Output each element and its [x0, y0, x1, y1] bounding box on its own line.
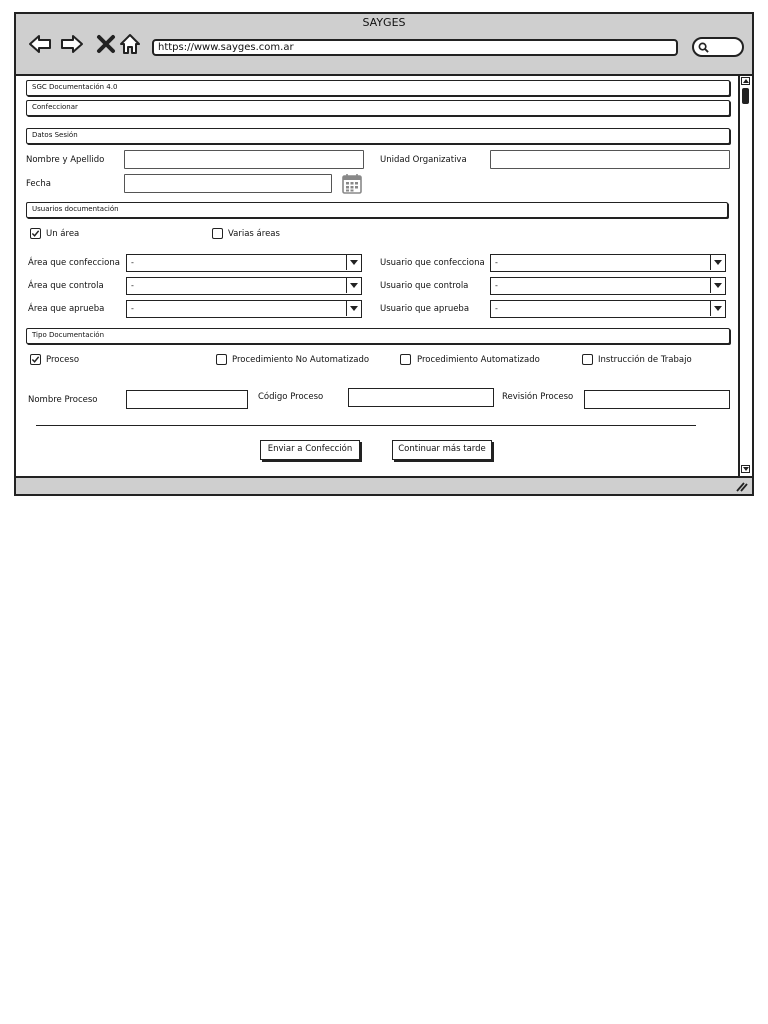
- select-value: -: [495, 258, 498, 267]
- area-confecciona-select[interactable]: [126, 254, 362, 272]
- revision-proceso-input[interactable]: [584, 390, 730, 409]
- nombre-label: Nombre y Apellido: [26, 155, 105, 165]
- proc-no-auto-checkbox[interactable]: [216, 354, 227, 365]
- area-controla-select[interactable]: [126, 277, 362, 295]
- unidad-input[interactable]: [490, 150, 730, 169]
- instruccion-label: Instrucción de Trabajo: [598, 355, 692, 365]
- search-icon: [698, 42, 709, 53]
- nombre-proceso-input[interactable]: [126, 390, 248, 409]
- area-controla-label: Área que controla: [28, 281, 104, 291]
- usuario-aprueba-select[interactable]: [490, 300, 726, 318]
- select-value: -: [131, 281, 134, 290]
- nombre-input[interactable]: [124, 150, 364, 169]
- chevron-down-icon[interactable]: [346, 301, 361, 316]
- checkmark-icon: [31, 355, 40, 364]
- browser-window: [14, 12, 754, 496]
- codigo-proceso-input[interactable]: [348, 388, 494, 407]
- area-aprueba-select[interactable]: [126, 300, 362, 318]
- scroll-up-button[interactable]: [741, 77, 750, 85]
- home-icon[interactable]: [118, 32, 142, 56]
- continuar-button[interactable]: Continuar más tarde: [392, 440, 492, 460]
- chevron-down-icon[interactable]: [710, 255, 725, 270]
- proc-auto-label: Procedimiento Automatizado: [417, 355, 540, 365]
- tipo-doc-header: Tipo Documentación: [26, 328, 730, 344]
- usuario-controla-select[interactable]: [490, 277, 726, 295]
- area-confecciona-label: Área que confecciona: [28, 258, 120, 268]
- calendar-icon[interactable]: [342, 173, 362, 194]
- usuario-confecciona-label: Usuario que confecciona: [380, 258, 485, 268]
- back-icon[interactable]: [28, 32, 52, 56]
- confeccionar-header: Confeccionar: [26, 100, 730, 116]
- instruccion-checkbox[interactable]: [582, 354, 593, 365]
- select-value: -: [495, 281, 498, 290]
- vertical-scrollbar[interactable]: [738, 74, 752, 476]
- chevron-down-icon[interactable]: [346, 255, 361, 270]
- divider: [36, 425, 696, 426]
- chevron-up-icon: [743, 79, 749, 83]
- chevron-down-icon: [743, 467, 749, 471]
- browser-search-box[interactable]: [692, 37, 744, 57]
- revision-proceso-label: Revisión Proceso: [502, 392, 574, 402]
- nombre-proceso-label: Nombre Proceso: [28, 395, 98, 405]
- datos-sesion-header: Datos Sesión: [26, 128, 730, 144]
- app-header: SGC Documentación 4.0: [26, 80, 730, 96]
- proceso-label: Proceso: [46, 355, 80, 365]
- checkmark-icon: [31, 229, 40, 238]
- usuario-confecciona-select[interactable]: [490, 254, 726, 272]
- chevron-down-icon[interactable]: [710, 301, 725, 316]
- status-bar: [16, 476, 752, 494]
- usuarios-header: Usuarios documentación: [26, 202, 728, 218]
- area-aprueba-label: Área que aprueba: [28, 304, 105, 314]
- enviar-button[interactable]: Enviar a Confección: [260, 440, 360, 460]
- close-icon[interactable]: [94, 32, 118, 56]
- fecha-input[interactable]: [124, 174, 332, 193]
- scroll-down-button[interactable]: [741, 465, 750, 473]
- proc-auto-checkbox[interactable]: [400, 354, 411, 365]
- url-bar[interactable]: https://www.sayges.com.ar: [152, 39, 678, 56]
- page-content: [16, 74, 738, 476]
- usuario-controla-label: Usuario que controla: [380, 281, 469, 291]
- select-value: -: [131, 258, 134, 267]
- chevron-down-icon[interactable]: [710, 278, 725, 293]
- un-area-checkbox[interactable]: [30, 228, 41, 239]
- usuario-aprueba-label: Usuario que aprueba: [380, 304, 470, 314]
- select-value: -: [495, 304, 498, 313]
- codigo-proceso-label: Código Proceso: [258, 392, 324, 402]
- un-area-label: Un área: [46, 229, 80, 239]
- proc-no-auto-label: Procedimiento No Automatizado: [232, 355, 370, 365]
- window-title: SAYGES: [362, 16, 406, 29]
- resize-grip-icon[interactable]: [736, 482, 748, 492]
- proceso-checkbox[interactable]: [30, 354, 41, 365]
- chevron-down-icon[interactable]: [346, 278, 361, 293]
- fecha-label: Fecha: [26, 179, 51, 189]
- varias-areas-checkbox[interactable]: [212, 228, 223, 239]
- forward-icon[interactable]: [60, 32, 84, 56]
- scroll-thumb[interactable]: [742, 88, 749, 104]
- unidad-label: Unidad Organizativa: [380, 155, 467, 165]
- select-value: -: [131, 304, 134, 313]
- varias-areas-label: Varias áreas: [228, 229, 280, 239]
